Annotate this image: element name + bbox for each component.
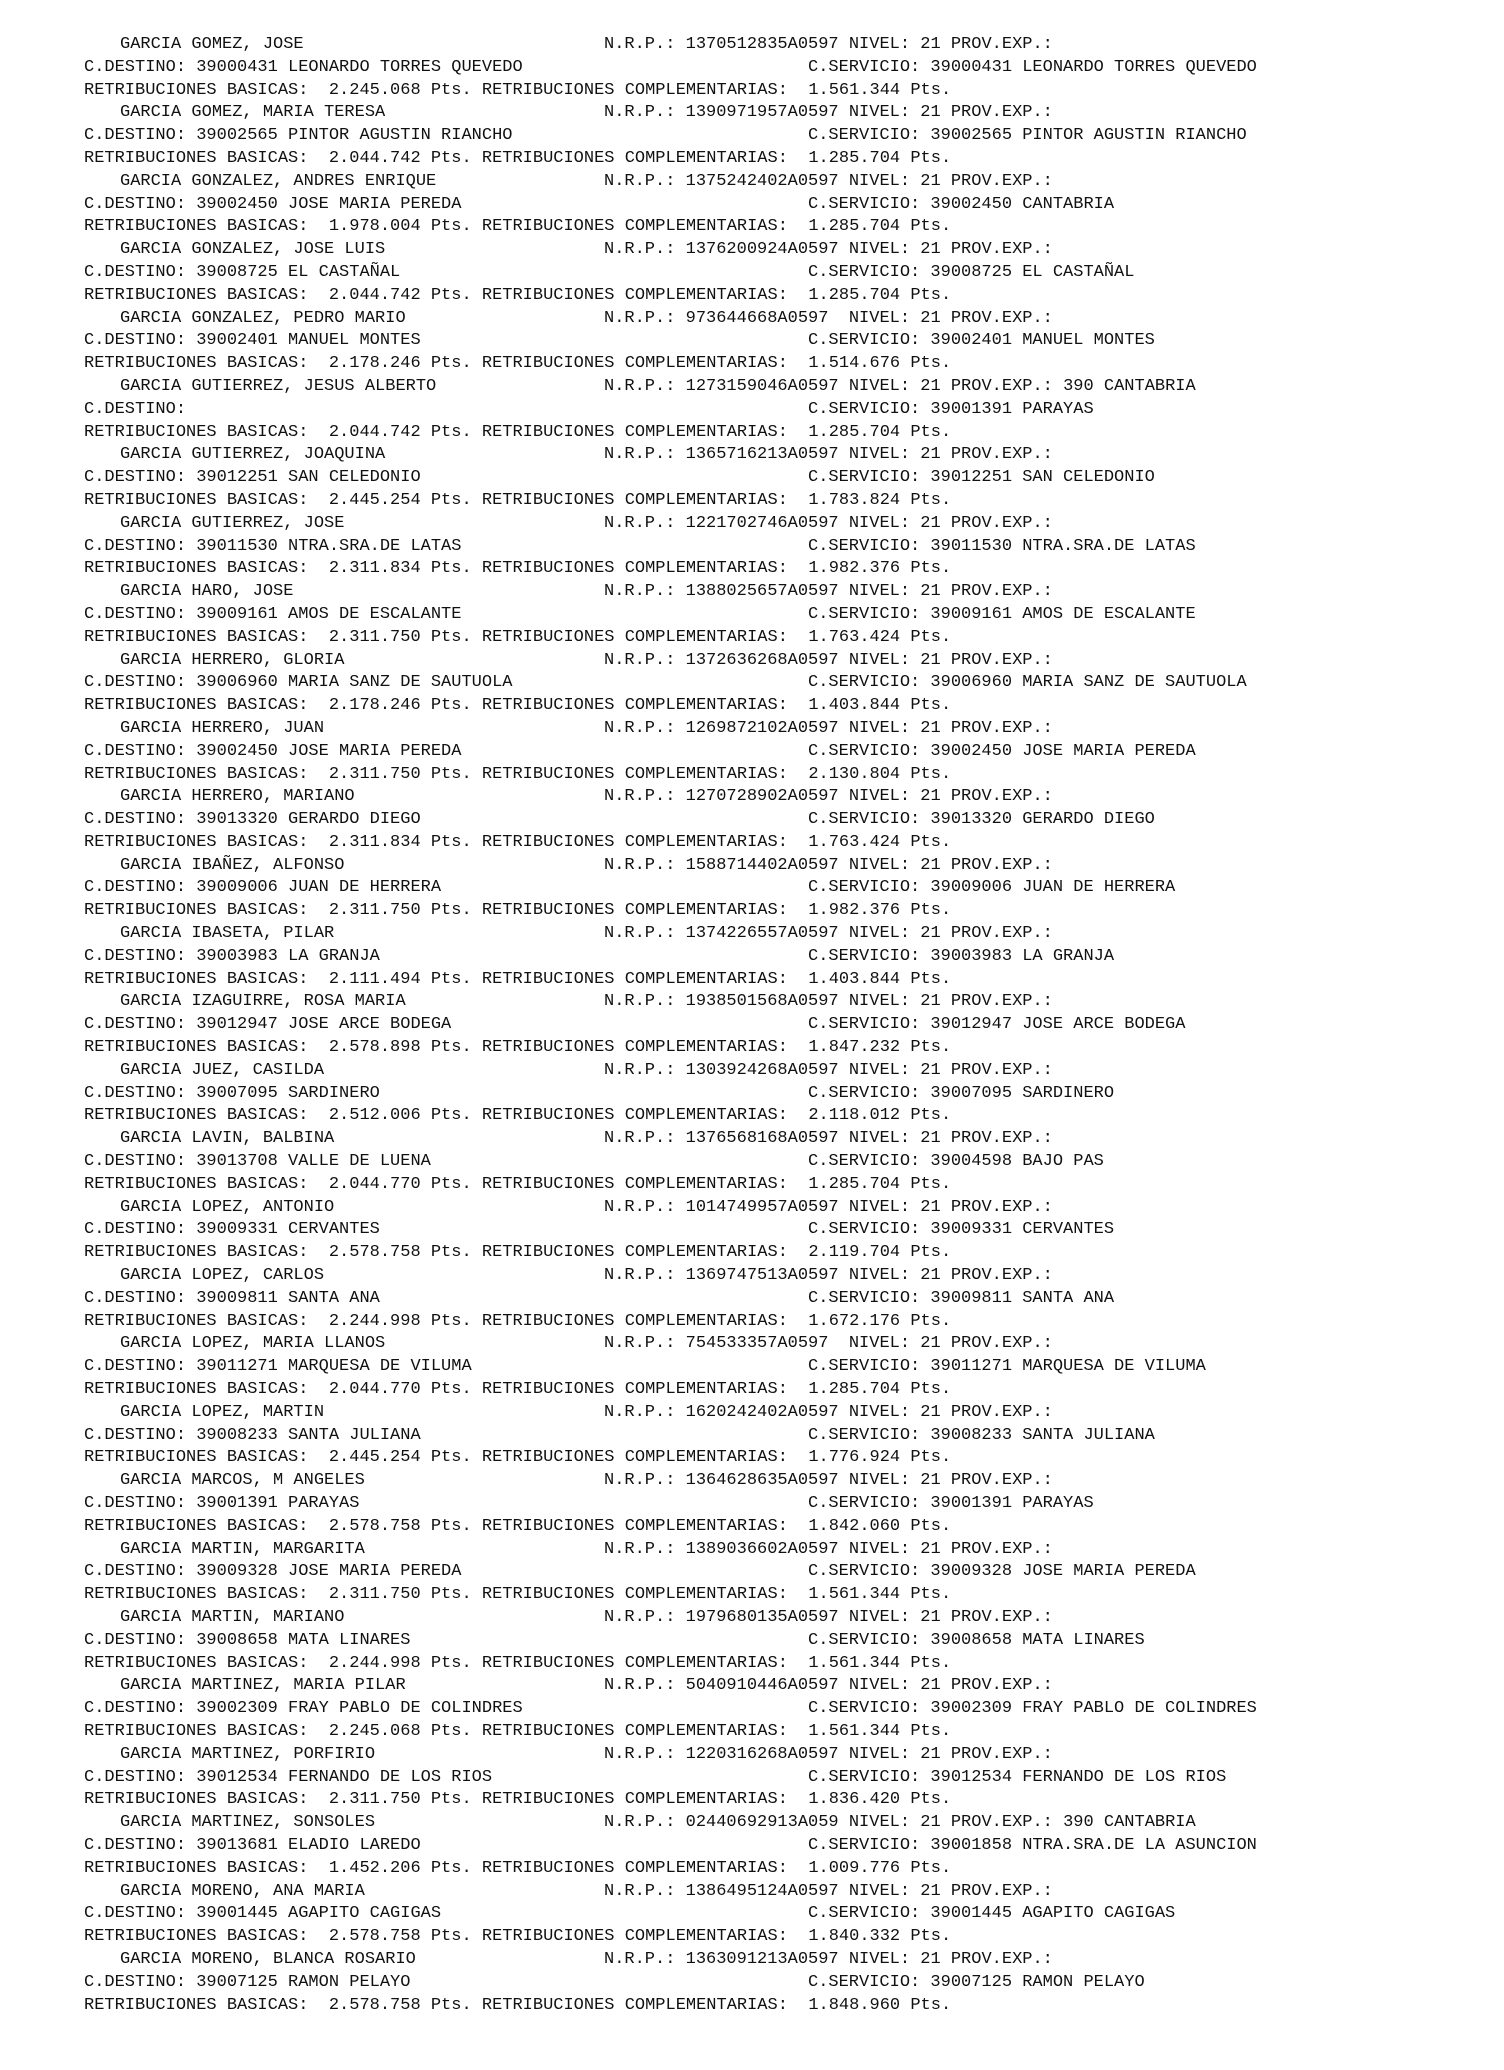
destination-line	[0, 467, 1504, 490]
destination-center: C.DESTINO: 39009811 SANTA ANA	[84, 1288, 380, 1308]
salary-line	[0, 627, 1504, 650]
destination-center: C.DESTINO: 39012251 SAN CELEDONIO	[84, 468, 421, 488]
destination-line	[0, 672, 1504, 695]
destination-center: C.DESTINO: 39008725 EL CASTAÑAL	[84, 262, 401, 282]
destination-center: C.DESTINO: 39012947 JOSE ARCE BODEGA	[84, 1015, 452, 1035]
name-line	[0, 308, 1504, 331]
staff-record	[0, 513, 1504, 581]
destination-center: C.DESTINO: 39007125 RAMON PELAYO	[84, 1972, 411, 1992]
salary-line	[0, 764, 1504, 787]
destination-center: C.DESTINO: 39009161 AMOS DE ESCALANTE	[84, 604, 462, 624]
salary-figures: RETRIBUCIONES BASICAS: 1.452.206 Pts. RETRIBUCIONES COMPLEMENTARIAS: 1.009.776 Pts.	[84, 1858, 952, 1878]
service-center: C.SERVICIO: 39004598 BAJO PAS	[808, 1152, 1104, 1172]
employee-name: GARCIA MARTIN, MARGARITA	[120, 1539, 365, 1559]
staff-record	[0, 1470, 1504, 1538]
employee-name: GARCIA MORENO, BLANCA ROSARIO	[120, 1949, 416, 1969]
salary-line	[0, 832, 1504, 855]
destination-center: C.DESTINO: 39011530 NTRA.SRA.DE LATAS	[84, 536, 462, 556]
staff-record	[0, 991, 1504, 1059]
service-center: C.SERVICIO: 39002565 PINTOR AGUSTIN RIANCHO	[808, 126, 1247, 146]
nrp-level-line: N.R.P.: 1303924268A0597 NIVEL: 21 PROV.EXP.:	[604, 1060, 1053, 1080]
destination-center: C.DESTINO: 39000431 LEONARDO TORRES QUEVEDO	[84, 57, 523, 77]
service-center: C.SERVICIO: 39008725 EL CASTAÑAL	[808, 262, 1135, 282]
salary-figures: RETRIBUCIONES BASICAS: 2.311.834 Pts. RETRIBUCIONES COMPLEMENTARIAS: 1.982.376 Pts.	[84, 559, 952, 579]
salary-line	[0, 1926, 1504, 1949]
name-line	[0, 991, 1504, 1014]
destination-line	[0, 1151, 1504, 1174]
salary-figures: RETRIBUCIONES BASICAS: 2.044.742 Pts. RETRIBUCIONES COMPLEMENTARIAS: 1.285.704 Pts.	[84, 422, 952, 442]
destination-line	[0, 330, 1504, 353]
salary-figures: RETRIBUCIONES BASICAS: 1.978.004 Pts. RETRIBUCIONES COMPLEMENTARIAS: 1.285.704 Pts.	[84, 217, 952, 237]
destination-center: C.DESTINO: 39009006 JUAN DE HERRERA	[84, 878, 442, 898]
nrp-level-line: N.R.P.: 1369747513A0597 NIVEL: 21 PROV.EXP.:	[604, 1266, 1053, 1286]
nrp-level-line: N.R.P.: 1363091213A0597 NIVEL: 21 PROV.EXP.:	[604, 1949, 1053, 1969]
salary-line	[0, 1037, 1504, 1060]
destination-center: C.DESTINO:	[84, 399, 187, 419]
destination-center: C.DESTINO: 39007095 SARDINERO	[84, 1083, 380, 1103]
nrp-level-line: N.R.P.: 1588714402A0597 NIVEL: 21 PROV.EXP.:	[604, 855, 1053, 875]
salary-line	[0, 1311, 1504, 1334]
nrp-level-line: N.R.P.: 02440692913A059 NIVEL: 21 PROV.EXP.: 390 CANTABRIA	[604, 1813, 1196, 1833]
staff-record	[0, 1744, 1504, 1812]
staff-record	[0, 650, 1504, 718]
name-line	[0, 1539, 1504, 1562]
salary-figures: RETRIBUCIONES BASICAS: 2.445.254 Pts. RETRIBUCIONES COMPLEMENTARIAS: 1.776.924 Pts.	[84, 1448, 952, 1468]
salary-figures: RETRIBUCIONES BASICAS: 2.578.758 Pts. RETRIBUCIONES COMPLEMENTARIAS: 1.842.060 Pts.	[84, 1516, 952, 1536]
staff-record	[0, 581, 1504, 649]
destination-line	[0, 1972, 1504, 1995]
nrp-level-line: N.R.P.: 1270728902A0597 NIVEL: 21 PROV.EXP.:	[604, 787, 1053, 807]
service-center: C.SERVICIO: 39002401 MANUEL MONTES	[808, 331, 1155, 351]
nrp-level-line: N.R.P.: 754533357A0597 NIVEL: 21 PROV.EXP.:	[604, 1334, 1053, 1354]
employee-name: GARCIA MORENO, ANA MARIA	[120, 1881, 365, 1901]
name-line	[0, 239, 1504, 262]
staff-record	[0, 718, 1504, 786]
salary-figures: RETRIBUCIONES BASICAS: 2.578.758 Pts. RETRIBUCIONES COMPLEMENTARIAS: 1.848.960 Pts.	[84, 1995, 952, 2015]
destination-line	[0, 604, 1504, 627]
salary-line	[0, 1105, 1504, 1128]
salary-figures: RETRIBUCIONES BASICAS: 2.245.068 Pts. RETRIBUCIONES COMPLEMENTARIAS: 1.561.344 Pts.	[84, 1721, 952, 1741]
staff-record	[0, 1881, 1504, 1949]
name-line	[0, 1265, 1504, 1288]
name-line	[0, 1812, 1504, 1835]
staff-record	[0, 1675, 1504, 1743]
name-line	[0, 1060, 1504, 1083]
salary-figures: RETRIBUCIONES BASICAS: 2.244.998 Pts. RETRIBUCIONES COMPLEMENTARIAS: 1.672.176 Pts.	[84, 1311, 952, 1331]
employee-name: GARCIA LOPEZ, MARIA LLANOS	[120, 1334, 386, 1354]
destination-center: C.DESTINO: 39002401 MANUEL MONTES	[84, 331, 421, 351]
service-center: C.SERVICIO: 39000431 LEONARDO TORRES QUEVEDO	[808, 57, 1257, 77]
salary-line	[0, 969, 1504, 992]
staff-record	[0, 1402, 1504, 1470]
destination-line	[0, 1014, 1504, 1037]
staff-record	[0, 1539, 1504, 1607]
salary-line	[0, 1653, 1504, 1676]
salary-figures: RETRIBUCIONES BASICAS: 2.578.758 Pts. RETRIBUCIONES COMPLEMENTARIAS: 1.840.332 Pts.	[84, 1927, 952, 1947]
service-center: C.SERVICIO: 39008233 SANTA JULIANA	[808, 1425, 1155, 1445]
salary-line	[0, 1995, 1504, 2018]
nrp-level-line: N.R.P.: 1014749957A0597 NIVEL: 21 PROV.EXP.:	[604, 1197, 1053, 1217]
destination-center: C.DESTINO: 39002309 FRAY PABLO DE COLINDRES	[84, 1699, 523, 1719]
employee-name: GARCIA LOPEZ, ANTONIO	[120, 1197, 335, 1217]
service-center: C.SERVICIO: 39002450 JOSE MARIA PEREDA	[808, 741, 1196, 761]
salary-figures: RETRIBUCIONES BASICAS: 2.578.758 Pts. RETRIBUCIONES COMPLEMENTARIAS: 2.119.704 Pts.	[84, 1243, 952, 1263]
salary-figures: RETRIBUCIONES BASICAS: 2.311.750 Pts. RETRIBUCIONES COMPLEMENTARIAS: 1.763.424 Pts.	[84, 627, 952, 647]
name-line	[0, 650, 1504, 673]
employee-name: GARCIA GUTIERREZ, JESUS ALBERTO	[120, 376, 437, 396]
service-center: C.SERVICIO: 39011530 NTRA.SRA.DE LATAS	[808, 536, 1196, 556]
salary-figures: RETRIBUCIONES BASICAS: 2.044.742 Pts. RETRIBUCIONES COMPLEMENTARIAS: 1.285.704 Pts.	[84, 148, 952, 168]
salary-line	[0, 1516, 1504, 1539]
staff-record	[0, 376, 1504, 444]
employee-name: GARCIA HERRERO, JUAN	[120, 718, 325, 738]
nrp-level-line: N.R.P.: 1390971957A0597 NIVEL: 21 PROV.EXP.:	[604, 103, 1053, 123]
nrp-level-line: N.R.P.: 1375242402A0597 NIVEL: 21 PROV.EXP.:	[604, 171, 1053, 191]
destination-line	[0, 1288, 1504, 1311]
name-line	[0, 376, 1504, 399]
nrp-level-line: N.R.P.: 1370512835A0597 NIVEL: 21 PROV.EXP.:	[604, 35, 1053, 54]
nrp-level-line: N.R.P.: 1376568168A0597 NIVEL: 21 PROV.EXP.:	[604, 1129, 1053, 1149]
employee-name: GARCIA GONZALEZ, JOSE LUIS	[120, 240, 386, 260]
service-center: C.SERVICIO: 39009006 JUAN DE HERRERA	[808, 878, 1176, 898]
destination-center: C.DESTINO: 39006960 MARIA SANZ DE SAUTUOLA	[84, 673, 513, 693]
employee-name: GARCIA HERRERO, MARIANO	[120, 787, 355, 807]
destination-center: C.DESTINO: 39003983 LA GRANJA	[84, 946, 380, 966]
destination-center: C.DESTINO: 39002450 JOSE MARIA PEREDA	[84, 194, 462, 214]
name-line	[0, 1675, 1504, 1698]
nrp-level-line: N.R.P.: 1364628635A0597 NIVEL: 21 PROV.EXP.:	[604, 1471, 1053, 1491]
salary-line	[0, 1174, 1504, 1197]
name-line	[0, 1402, 1504, 1425]
salary-line	[0, 285, 1504, 308]
name-line	[0, 1744, 1504, 1767]
service-center: C.SERVICIO: 39009161 AMOS DE ESCALANTE	[808, 604, 1196, 624]
destination-line	[0, 1835, 1504, 1858]
staff-record	[0, 171, 1504, 239]
destination-line	[0, 1083, 1504, 1106]
staff-record-list	[0, 34, 1504, 2017]
nrp-level-line: N.R.P.: 1374226557A0597 NIVEL: 21 PROV.EXP.:	[604, 924, 1053, 944]
destination-line	[0, 1903, 1504, 1926]
salary-figures: RETRIBUCIONES BASICAS: 2.044.770 Pts. RETRIBUCIONES COMPLEMENTARIAS: 1.285.704 Pts.	[84, 1174, 952, 1194]
destination-line	[0, 57, 1504, 80]
salary-line	[0, 1789, 1504, 1812]
service-center: C.SERVICIO: 39001391 PARAYAS	[808, 1494, 1094, 1513]
service-center: C.SERVICIO: 39009811 SANTA ANA	[808, 1288, 1115, 1308]
name-line	[0, 171, 1504, 194]
destination-line	[0, 946, 1504, 969]
salary-figures: RETRIBUCIONES BASICAS: 2.311.750 Pts. RETRIBUCIONES COMPLEMENTARIAS: 1.561.344 Pts.	[84, 1585, 952, 1605]
salary-figures: RETRIBUCIONES BASICAS: 2.311.750 Pts. RETRIBUCIONES COMPLEMENTARIAS: 2.130.804 Pts.	[84, 764, 952, 784]
salary-figures: RETRIBUCIONES BASICAS: 2.245.068 Pts. RETRIBUCIONES COMPLEMENTARIAS: 1.561.344 Pts.	[84, 80, 952, 100]
salary-line	[0, 353, 1504, 376]
destination-line	[0, 741, 1504, 764]
destination-center: C.DESTINO: 39013681 ELADIO LAREDO	[84, 1835, 421, 1855]
staff-record	[0, 855, 1504, 923]
nrp-level-line: N.R.P.: 1273159046A0597 NIVEL: 21 PROV.EXP.: 390 CANTABRIA	[604, 376, 1196, 396]
destination-line	[0, 809, 1504, 832]
nrp-level-line: N.R.P.: 1365716213A0597 NIVEL: 21 PROV.EXP.:	[604, 445, 1053, 465]
name-line	[0, 1881, 1504, 1904]
employee-name: GARCIA GONZALEZ, PEDRO MARIO	[120, 308, 406, 328]
salary-figures: RETRIBUCIONES BASICAS: 2.178.246 Pts. RETRIBUCIONES COMPLEMENTARIAS: 1.403.844 Pts.	[84, 696, 952, 716]
employee-name: GARCIA MARTINEZ, MARIA PILAR	[120, 1676, 406, 1696]
name-line	[0, 1128, 1504, 1151]
destination-center: C.DESTINO: 39002450 JOSE MARIA PEREDA	[84, 741, 462, 761]
destination-line	[0, 194, 1504, 217]
salary-line	[0, 1379, 1504, 1402]
salary-line	[0, 1242, 1504, 1265]
staff-record	[0, 1333, 1504, 1401]
service-center: C.SERVICIO: 39011271 MARQUESA DE VILUMA	[808, 1357, 1206, 1377]
destination-line	[0, 1493, 1504, 1516]
staff-record	[0, 1128, 1504, 1196]
salary-line	[0, 1858, 1504, 1881]
staff-record	[0, 239, 1504, 307]
employee-name: GARCIA GOMEZ, JOSE	[120, 35, 304, 54]
destination-center: C.DESTINO: 39008658 MATA LINARES	[84, 1630, 411, 1650]
name-line	[0, 1470, 1504, 1493]
destination-line	[0, 1630, 1504, 1653]
service-center: C.SERVICIO: 39012251 SAN CELEDONIO	[808, 468, 1155, 488]
service-center: C.SERVICIO: 39003983 LA GRANJA	[808, 946, 1115, 966]
nrp-level-line: N.R.P.: 1938501568A0597 NIVEL: 21 PROV.EXP.:	[604, 992, 1053, 1012]
employee-name: GARCIA GOMEZ, MARIA TERESA	[120, 103, 386, 123]
nrp-level-line: N.R.P.: 1220316268A0597 NIVEL: 21 PROV.EXP.:	[604, 1744, 1053, 1764]
salary-line	[0, 1447, 1504, 1470]
salary-line	[0, 1584, 1504, 1607]
destination-center: C.DESTINO: 39009328 JOSE MARIA PEREDA	[84, 1562, 462, 1582]
name-line	[0, 786, 1504, 809]
staff-record	[0, 34, 1504, 102]
nrp-level-line: N.R.P.: 1389036602A0597 NIVEL: 21 PROV.EXP.:	[604, 1539, 1053, 1559]
destination-center: C.DESTINO: 39011271 MARQUESA DE VILUMA	[84, 1357, 472, 1377]
salary-figures: RETRIBUCIONES BASICAS: 2.512.006 Pts. RETRIBUCIONES COMPLEMENTARIAS: 2.118.012 Pts.	[84, 1106, 952, 1126]
salary-line	[0, 80, 1504, 103]
salary-figures: RETRIBUCIONES BASICAS: 2.044.742 Pts. RETRIBUCIONES COMPLEMENTARIAS: 1.285.704 Pts.	[84, 285, 952, 305]
salary-figures: RETRIBUCIONES BASICAS: 2.178.246 Pts. RETRIBUCIONES COMPLEMENTARIAS: 1.514.676 Pts.	[84, 354, 952, 374]
employee-name: GARCIA GUTIERREZ, JOSE	[120, 513, 345, 533]
destination-center: C.DESTINO: 39009331 CERVANTES	[84, 1220, 380, 1240]
service-center: C.SERVICIO: 39012534 FERNANDO DE LOS RIOS	[808, 1767, 1227, 1787]
nrp-level-line: N.R.P.: 1376200924A0597 NIVEL: 21 PROV.EXP.:	[604, 240, 1053, 260]
staff-record	[0, 786, 1504, 854]
destination-line	[0, 1219, 1504, 1242]
employee-name: GARCIA LAVIN, BALBINA	[120, 1129, 335, 1149]
service-center: C.SERVICIO: 39008658 MATA LINARES	[808, 1630, 1145, 1650]
destination-line	[0, 125, 1504, 148]
staff-record	[0, 1949, 1504, 2017]
name-line	[0, 1949, 1504, 1972]
destination-line	[0, 1356, 1504, 1379]
service-center: C.SERVICIO: 39012947 JOSE ARCE BODEGA	[808, 1015, 1186, 1035]
name-line	[0, 1607, 1504, 1630]
destination-line	[0, 1561, 1504, 1584]
salary-figures: RETRIBUCIONES BASICAS: 2.311.750 Pts. RETRIBUCIONES COMPLEMENTARIAS: 1.982.376 Pts.	[84, 901, 952, 921]
staff-record	[0, 444, 1504, 512]
service-center: C.SERVICIO: 39009331 CERVANTES	[808, 1220, 1115, 1240]
employee-name: GARCIA HERRERO, GLORIA	[120, 650, 345, 670]
staff-record	[0, 1060, 1504, 1128]
destination-line	[0, 877, 1504, 900]
salary-line	[0, 900, 1504, 923]
staff-record	[0, 102, 1504, 170]
salary-line	[0, 216, 1504, 239]
destination-line	[0, 1767, 1504, 1790]
staff-record	[0, 923, 1504, 991]
nrp-level-line: N.R.P.: 1372636268A0597 NIVEL: 21 PROV.EXP.:	[604, 650, 1053, 670]
service-center: C.SERVICIO: 39001858 NTRA.SRA.DE LA ASUNCION	[808, 1835, 1257, 1855]
name-line	[0, 1197, 1504, 1220]
name-line	[0, 923, 1504, 946]
employee-name: GARCIA MARTINEZ, PORFIRIO	[120, 1744, 376, 1764]
salary-line	[0, 148, 1504, 171]
employee-name: GARCIA GONZALEZ, ANDRES ENRIQUE	[120, 171, 437, 191]
nrp-level-line: N.R.P.: 973644668A0597 NIVEL: 21 PROV.EXP.:	[604, 308, 1053, 328]
salary-figures: RETRIBUCIONES BASICAS: 2.111.494 Pts. RETRIBUCIONES COMPLEMENTARIAS: 1.403.844 Pts.	[84, 969, 952, 989]
salary-line	[0, 1721, 1504, 1744]
name-line	[0, 444, 1504, 467]
salary-figures: RETRIBUCIONES BASICAS: 2.311.750 Pts. RETRIBUCIONES COMPLEMENTARIAS: 1.836.420 Pts.	[84, 1790, 952, 1810]
salary-line	[0, 422, 1504, 445]
service-center: C.SERVICIO: 39007095 SARDINERO	[808, 1083, 1115, 1103]
name-line	[0, 581, 1504, 604]
name-line	[0, 718, 1504, 741]
salary-figures: RETRIBUCIONES BASICAS: 2.311.834 Pts. RETRIBUCIONES COMPLEMENTARIAS: 1.763.424 Pts.	[84, 832, 952, 852]
destination-line	[0, 262, 1504, 285]
employee-name: GARCIA HARO, JOSE	[120, 582, 294, 602]
salary-line	[0, 695, 1504, 718]
destination-center: C.DESTINO: 39001445 AGAPITO CAGIGAS	[84, 1904, 442, 1924]
employee-name: GARCIA IZAGUIRRE, ROSA MARIA	[120, 992, 406, 1012]
destination-center: C.DESTINO: 39013320 GERARDO DIEGO	[84, 810, 421, 830]
destination-line	[0, 1698, 1504, 1721]
destination-center: C.DESTINO: 39008233 SANTA JULIANA	[84, 1425, 421, 1445]
service-center: C.SERVICIO: 39002450 CANTABRIA	[808, 194, 1115, 214]
salary-figures: RETRIBUCIONES BASICAS: 2.044.770 Pts. RETRIBUCIONES COMPLEMENTARIAS: 1.285.704 Pts.	[84, 1380, 952, 1400]
salary-figures: RETRIBUCIONES BASICAS: 2.445.254 Pts. RETRIBUCIONES COMPLEMENTARIAS: 1.783.824 Pts.	[84, 490, 952, 510]
staff-record	[0, 1197, 1504, 1265]
employee-name: GARCIA IBASETA, PILAR	[120, 924, 335, 944]
destination-line	[0, 1425, 1504, 1448]
salary-line	[0, 490, 1504, 513]
staff-record	[0, 1607, 1504, 1675]
nrp-level-line: N.R.P.: 1386495124A0597 NIVEL: 21 PROV.EXP.:	[604, 1881, 1053, 1901]
nrp-level-line: N.R.P.: 5040910446A0597 NIVEL: 21 PROV.EXP.:	[604, 1676, 1053, 1696]
name-line	[0, 34, 1504, 57]
service-center: C.SERVICIO: 39013320 GERARDO DIEGO	[808, 810, 1155, 830]
name-line	[0, 102, 1504, 125]
employee-name: GARCIA MARTINEZ, SONSOLES	[120, 1813, 376, 1833]
salary-figures: RETRIBUCIONES BASICAS: 2.578.898 Pts. RETRIBUCIONES COMPLEMENTARIAS: 1.847.232 Pts.	[84, 1038, 952, 1058]
service-center: C.SERVICIO: 39007125 RAMON PELAYO	[808, 1972, 1145, 1992]
destination-center: C.DESTINO: 39002565 PINTOR AGUSTIN RIANCHO	[84, 126, 513, 146]
name-line	[0, 1333, 1504, 1356]
employee-name: GARCIA MARCOS, M ANGELES	[120, 1471, 365, 1491]
destination-center: C.DESTINO: 39001391 PARAYAS	[84, 1494, 360, 1513]
destination-center: C.DESTINO: 39013708 VALLE DE LUENA	[84, 1152, 431, 1172]
name-line	[0, 513, 1504, 536]
nrp-level-line: N.R.P.: 1620242402A0597 NIVEL: 21 PROV.EXP.:	[604, 1402, 1053, 1422]
employee-name: GARCIA MARTIN, MARIANO	[120, 1607, 345, 1627]
staff-record	[0, 1812, 1504, 1880]
nrp-level-line: N.R.P.: 1221702746A0597 NIVEL: 21 PROV.EXP.:	[604, 513, 1053, 533]
employee-name: GARCIA GUTIERREZ, JOAQUINA	[120, 445, 386, 465]
destination-center: C.DESTINO: 39012534 FERNANDO DE LOS RIOS	[84, 1767, 493, 1787]
service-center: C.SERVICIO: 39009328 JOSE MARIA PEREDA	[808, 1562, 1196, 1582]
service-center: C.SERVICIO: 39001391 PARAYAS	[808, 399, 1094, 419]
employee-name: GARCIA IBAÑEZ, ALFONSO	[120, 855, 345, 875]
salary-figures: RETRIBUCIONES BASICAS: 2.244.998 Pts. RETRIBUCIONES COMPLEMENTARIAS: 1.561.344 Pts.	[84, 1653, 952, 1673]
destination-line	[0, 536, 1504, 559]
nrp-level-line: N.R.P.: 1979680135A0597 NIVEL: 21 PROV.EXP.:	[604, 1607, 1053, 1627]
service-center: C.SERVICIO: 39002309 FRAY PABLO DE COLINDRES	[808, 1699, 1257, 1719]
service-center: C.SERVICIO: 39001445 AGAPITO CAGIGAS	[808, 1904, 1176, 1924]
nrp-level-line: N.R.P.: 1388025657A0597 NIVEL: 21 PROV.EXP.:	[604, 582, 1053, 602]
destination-line	[0, 399, 1504, 422]
employee-name: GARCIA LOPEZ, MARTIN	[120, 1402, 325, 1422]
nrp-level-line: N.R.P.: 1269872102A0597 NIVEL: 21 PROV.EXP.:	[604, 718, 1053, 738]
employee-name: GARCIA JUEZ, CASILDA	[120, 1060, 325, 1080]
name-line	[0, 855, 1504, 878]
salary-line	[0, 558, 1504, 581]
service-center: C.SERVICIO: 39006960 MARIA SANZ DE SAUTUOLA	[808, 673, 1247, 693]
employee-name: GARCIA LOPEZ, CARLOS	[120, 1266, 325, 1286]
staff-record	[0, 308, 1504, 376]
staff-record	[0, 1265, 1504, 1333]
